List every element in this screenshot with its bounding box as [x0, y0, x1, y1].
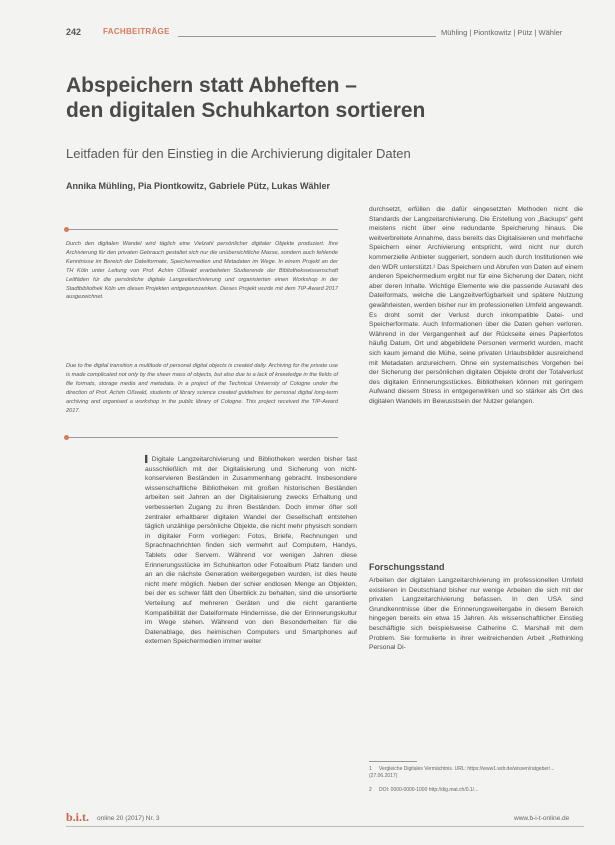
- abstract-german: Durch den digitalen Wandel wird täglich eine Vielzahl persönlicher digitaler Objekte produziert. Ihre Archivierung für den privaten Gebrauch gestaltet sich nur die unübersichtliche Masse, sondern auch fehlende Kenntnisse im Bereich der Dateiformate, Speichermedien und Metadaten im Wege. In einem Projekt an der TH Köln unter Leitung von Prof. Achim Oßwald erarbeiteten Studierende der Bibliothekswissenschaft Leitfäden für die persönliche digitale Langzeitarchivierung und organisierten einen Workshop in der Stadtbibliothek Köln um diesen Projekten entgegenzuwirken. Dieses Projekt wurde mit dem TIP-Award 2017 ausgezeichnet.: [66, 241, 338, 301]
- journal-url[interactable]: www.b-i-t-online.de: [514, 815, 570, 822]
- page-number: 242: [66, 27, 82, 37]
- footnote-number: 1: [369, 766, 372, 772]
- footnote: [369, 787, 583, 794]
- section-heading: Forschungsstand: [369, 562, 445, 572]
- body-column-right: durchsetzt, erfüllen die dafür eingesetzten Methoden nicht die Standards der Langzeitarchivierung. Die Erstellung von „Backups“ geht meistens nicht über eine redundante Speicherung hinaus. Die weitverbreitete Annahme, dass bereits das Digitalisieren und mehrfache Speichern einer Archivierung entspricht, wird nicht nur durch kommerzielle Anbieter suggeriert, sondern auch durch Institutionen wie den WDR unterstützt.¹ Das Speichern und Abrufen von Daten auf einem anderen Speichermedium ergibt nur für eine Sicherung der Daten, nicht aber deren Inhalte. Wichtige Elemente wie die passende Auswahl des Dateiformats, welche die Langzeitverfügbarkeit und spätere Nutzung gewährleisten, werden bisher nur im professionellen Umfeld angewandt. Es droht somit der Verlust durch inkompatible Datei- und Speicherformate. Auch Informationen über die Daten gehen verloren. Während in der Vergangenheit auf der Rückseite eines Papierfotos häufig Datum, Ort und abgebildete Personen vermerkt wurden, macht sich kaum jemand die Mühe, seine privaten Urlaubsbilder ausreichend mit Metadaten anzureichern. Ohne ein systematisches Vorgehen bei der Sicherung der persönlichen digitalen Objekte droht der Totalverlust des digitalen Erinnerungsstückes. Bibliotheken können mit geringem Aufwand diesem Stress in entgegenwirken und so stärker als Ort des digitalen Wandels im Bewusstsein der Nutzer gelangen.: [369, 206, 583, 405]
- body-text-middle: Digitale Langzeitarchivierung und Bibliotheken werden bisher fast ausschließlich mit der Digitalisierung und Sicherung von nicht-konservieren Beständen in Zusammenhang gebracht. Insbesondere wissenschaftliche Bibliotheken mit großen historischen Beständen arbeiten seit Jahren an der Digitalisierung zwecks Erhaltung und verbesserten Zugang zu ihren Beständen. Doch immer öfter soll zentraler erhaltbarer digitalen Wandel der Gesellschaft entstehen täglich unzählige persönliche Objekte, die nicht mehr physisch sondern in digitaler Form vorliegen: Fotos, Briefe, Rechnungen und Sprachnachrichten finden sich vermehrt auf Computern, Handys, Tablets oder Servern. Während vor wenigen Jahren diese Erinnerungsstücke im Schuhkarton oder Fotoalbum Platz fanden und an an die nächste Generation weitergegeben wurden, ist dies heute nicht mehr möglich. Neben der schier endlosen Menge an Objekten, bei der es schwer fällt den Überblick zu behalten, sind die unsortierte Verteilung auf mehreren Geräten und die nicht garantierte Kompatibilität der Dateiformate Hindernisse, die der Erinnerungskultur im Wege stehen. Während von den Besonderheiten für die Datenablage, des heimischen Computers und Smartphones auf externen Speichermedien immer weiter: [145, 456, 357, 646]
- footnote-text: DOI: 0000-0000-1000 http://dig.mat.ch/0.1/...: [379, 787, 479, 793]
- rule-dot: [64, 435, 69, 440]
- body-column-middle: [145, 455, 357, 647]
- paragraph-marker: ▌: [145, 456, 150, 463]
- section-label: FACHBEITRÄGE: [103, 27, 170, 36]
- article-authors: Annika Mühling, Pia Piontkowitz, Gabriele Pütz, Lukas Wähler: [66, 181, 331, 191]
- rule-dot: [64, 227, 69, 232]
- journal-logo: b.i.t.: [66, 810, 90, 824]
- abstract-top-rule: [66, 229, 338, 230]
- footer-rule: [66, 826, 584, 827]
- footnote: [369, 766, 583, 780]
- header-rule: [178, 36, 436, 37]
- footnote-number: 2: [369, 787, 372, 793]
- article-title: [66, 73, 526, 123]
- abstract-bottom-rule: [66, 437, 338, 438]
- title-line-2: den digitalen Schuhkarton sortieren: [66, 99, 426, 122]
- article-subtitle: Leitfaden für den Einstieg in die Archivierung digitaler Daten: [66, 146, 411, 161]
- running-authors: Mühling | Piontkowitz | Pütz | Wähler: [441, 28, 563, 37]
- footnote-text: Vergleiche Digitales Vermächtnis. URL: https://www1.wdr.de/wissen/ratgeber/... (27.06.2017): [369, 766, 555, 779]
- body-column-right-continued: Arbeiten der digitalen Langzeitarchivierung im professionellen Umfeld existieren in Deutschland bisher nur wenige Arbeiten die sich mit der privaten Langzeitarchivierung befassen. In den USA sind Grundkenntnisse über die Erinnerungsweitergabe in diesem Bereich hingegen bereits ein etwa 15 Jahren. Als wissenschaftlicher Einstieg beschäftigte sich beispielsweise Catherine C. Marshall mit dem Problem. Sie formulierte in ihrer weitreichenden Arbeit „Rethinking Personal Di-: [369, 577, 583, 652]
- footnote-rule: [369, 761, 417, 762]
- title-line-1: Abspeichern statt Abheften –: [66, 74, 357, 97]
- journal-issue: online 20 (2017) Nr. 3: [97, 815, 160, 822]
- abstract-english: Due to the digital transition a multitude of personal digital objects is created daily. Archiving for the private use is made complicated not only by the sheer mass of objects, but also due to a lack of knowledge in the fields of file formats, storage media and metadata. In a project of the Technical University of Cologne under the direction of Prof. Achim Oßwald, students of library science created guidelines for personal digital long-term archiving and organised a workshop in the public library of Cologne. This project received the TIP-Award 2017.: [66, 363, 338, 414]
